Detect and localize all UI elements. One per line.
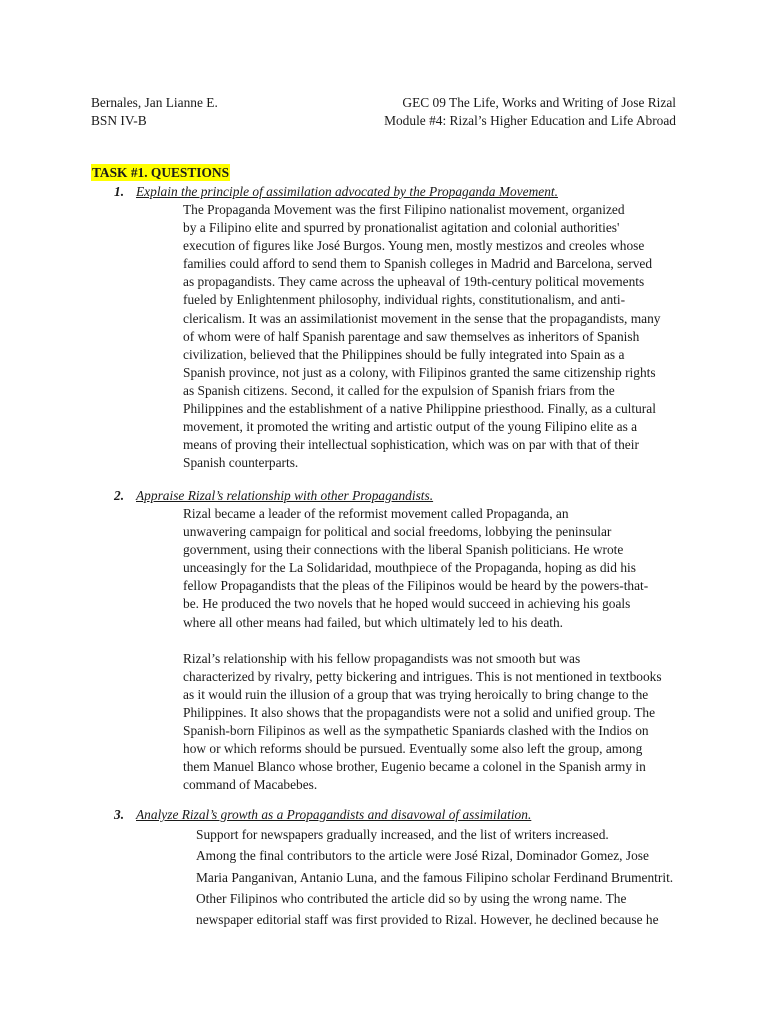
answer-paragraph [136, 650, 679, 795]
question-number: 1. [114, 184, 125, 199]
text-line: execution of figures like José Burgos. Young men, mostly mestizos and creoles whose [183, 238, 645, 254]
text-line: be. He produced the two novels that he hoped would succeed in achieving his goals [183, 596, 631, 612]
text-line: means of proving their intellectual sophistication, which was on par with that of their [183, 437, 639, 453]
text-line: unwavering campaign for political and social freedoms, lobbying the peninsular [183, 524, 612, 540]
text-line: Rizal became a leader of the reformist movement called Propaganda, an [183, 506, 569, 521]
text-line: command of Macabebes. [183, 777, 318, 793]
question-title: Appraise Rizal’s relationship with other Propagandists. [136, 488, 434, 503]
text-line: as propagandists. They came across the upheaval of 19th-century political movements [183, 274, 645, 290]
answer-body [136, 824, 679, 930]
module-title: Module #4: Rizal’s Higher Education and Life Abroad [384, 113, 676, 128]
text-line: fellow Propagandists that the pleas of the Filipinos would be heard by the powers-that- [183, 578, 649, 594]
text-line: Spanish-born Filipinos as well as the sympathetic Spaniards clashed with the Indios on [183, 723, 649, 739]
student-section: BSN IV-B [91, 113, 147, 128]
text-line: movement, it promoted the writing and artistic output of the young Filipino elite as a [183, 419, 638, 435]
text-line: Rizal’s relationship with his fellow propagandists was not smooth but was [183, 650, 581, 666]
text-line: Support for newspapers gradually increased, and the list of writers increased. [196, 827, 609, 842]
question-title: Analyze Rizal’s growth as a Propagandists and disavowal of assimilation. [136, 807, 532, 822]
text-line: by a Filipino elite and spurred by pronationalist agitation and colonial authorities' [183, 220, 620, 236]
text-line: fueled by Enlightenment philosophy, individual rights, constitutionalism, and anti- [183, 292, 626, 308]
text-line: families could afford to send them to Spanish colleges in Madrid and Barcelona, served [183, 256, 653, 272]
question-title: Explain the principle of assimilation advocated by the Propaganda Movement. [136, 184, 558, 199]
question-1 [114, 183, 679, 472]
text-line: as Spanish citizens. Second, it called for the expulsion of Spanish friars from the [183, 382, 615, 398]
answer-body [136, 505, 679, 794]
text-line: how or which reforms should be pursued. Eventually some also left the group, among [183, 741, 643, 757]
question-3 [114, 806, 679, 930]
text-line: government, using their connections with the liberal Spanish politicians. He wrote [183, 542, 624, 558]
answer-body [136, 201, 679, 472]
text-line: Other Filipinos who contributed the article did so by using the wrong name. The [196, 890, 627, 906]
question-number: 2. [114, 488, 125, 503]
text-line: Among the final contributors to the article were José Rizal, Dominador Gomez, Jose [196, 848, 649, 864]
text-line: unceasingly for the La Solidaridad, mouthpiece of the Propaganda, hoping as did his [183, 560, 636, 576]
text-line: characterized by rivalry, petty bickering and intrigues. This is not mentioned in textbooks [183, 668, 662, 684]
text-line: of whom were of half Spanish parentage and saw themselves as inheritors of Spanish [183, 328, 640, 344]
task-title: TASK #1. QUESTIONS [92, 165, 230, 180]
text-line: civilization, believed that the Philippines should be fully integrated into Spain as a [183, 346, 625, 362]
question-2 [114, 487, 679, 794]
header-left [91, 94, 218, 130]
text-line: clericalism. It was an assimilationist movement in the sense that the propagandists, many [183, 310, 661, 326]
text-line: Maria Panganivan, Antanio Luna, and the famous Filipino scholar Ferdinand Brumentrit. [196, 869, 674, 885]
text-line: Philippines. It also shows that the propagandists were not a solid and unified group. The [183, 704, 656, 720]
text-line: them Manuel Blanco whose brother, Eugenio became a colonel in the Spanish army in [183, 759, 646, 775]
text-line: newspaper editorial staff was first provided to Rizal. However, he declined because he [196, 912, 659, 928]
course-title: GEC 09 The Life, Works and Writing of Jose Rizal [402, 95, 676, 110]
header-right [384, 94, 676, 130]
question-number: 3. [114, 807, 125, 822]
text-line: as it would ruin the illusion of a group that was trying heroically to bring change to the [183, 686, 649, 702]
text-line: The Propaganda Movement was the first Filipino nationalist movement, organized [183, 202, 625, 217]
text-line: Spanish counterparts. [183, 455, 299, 471]
answer-paragraph [136, 201, 679, 472]
text-line: Philippines and the establishment of a native Philippine priesthood. Finally, as a cultural [183, 401, 656, 417]
text-line: where all other means had failed, but which ultimately led to his death. [183, 614, 564, 630]
text-line: Spanish province, not just as a colony, with Filipinos granted the same citizenship rights [183, 364, 656, 380]
student-name: Bernales, Jan Lianne E. [91, 95, 218, 110]
answer-paragraph [136, 505, 679, 632]
answer-paragraph [136, 824, 679, 930]
